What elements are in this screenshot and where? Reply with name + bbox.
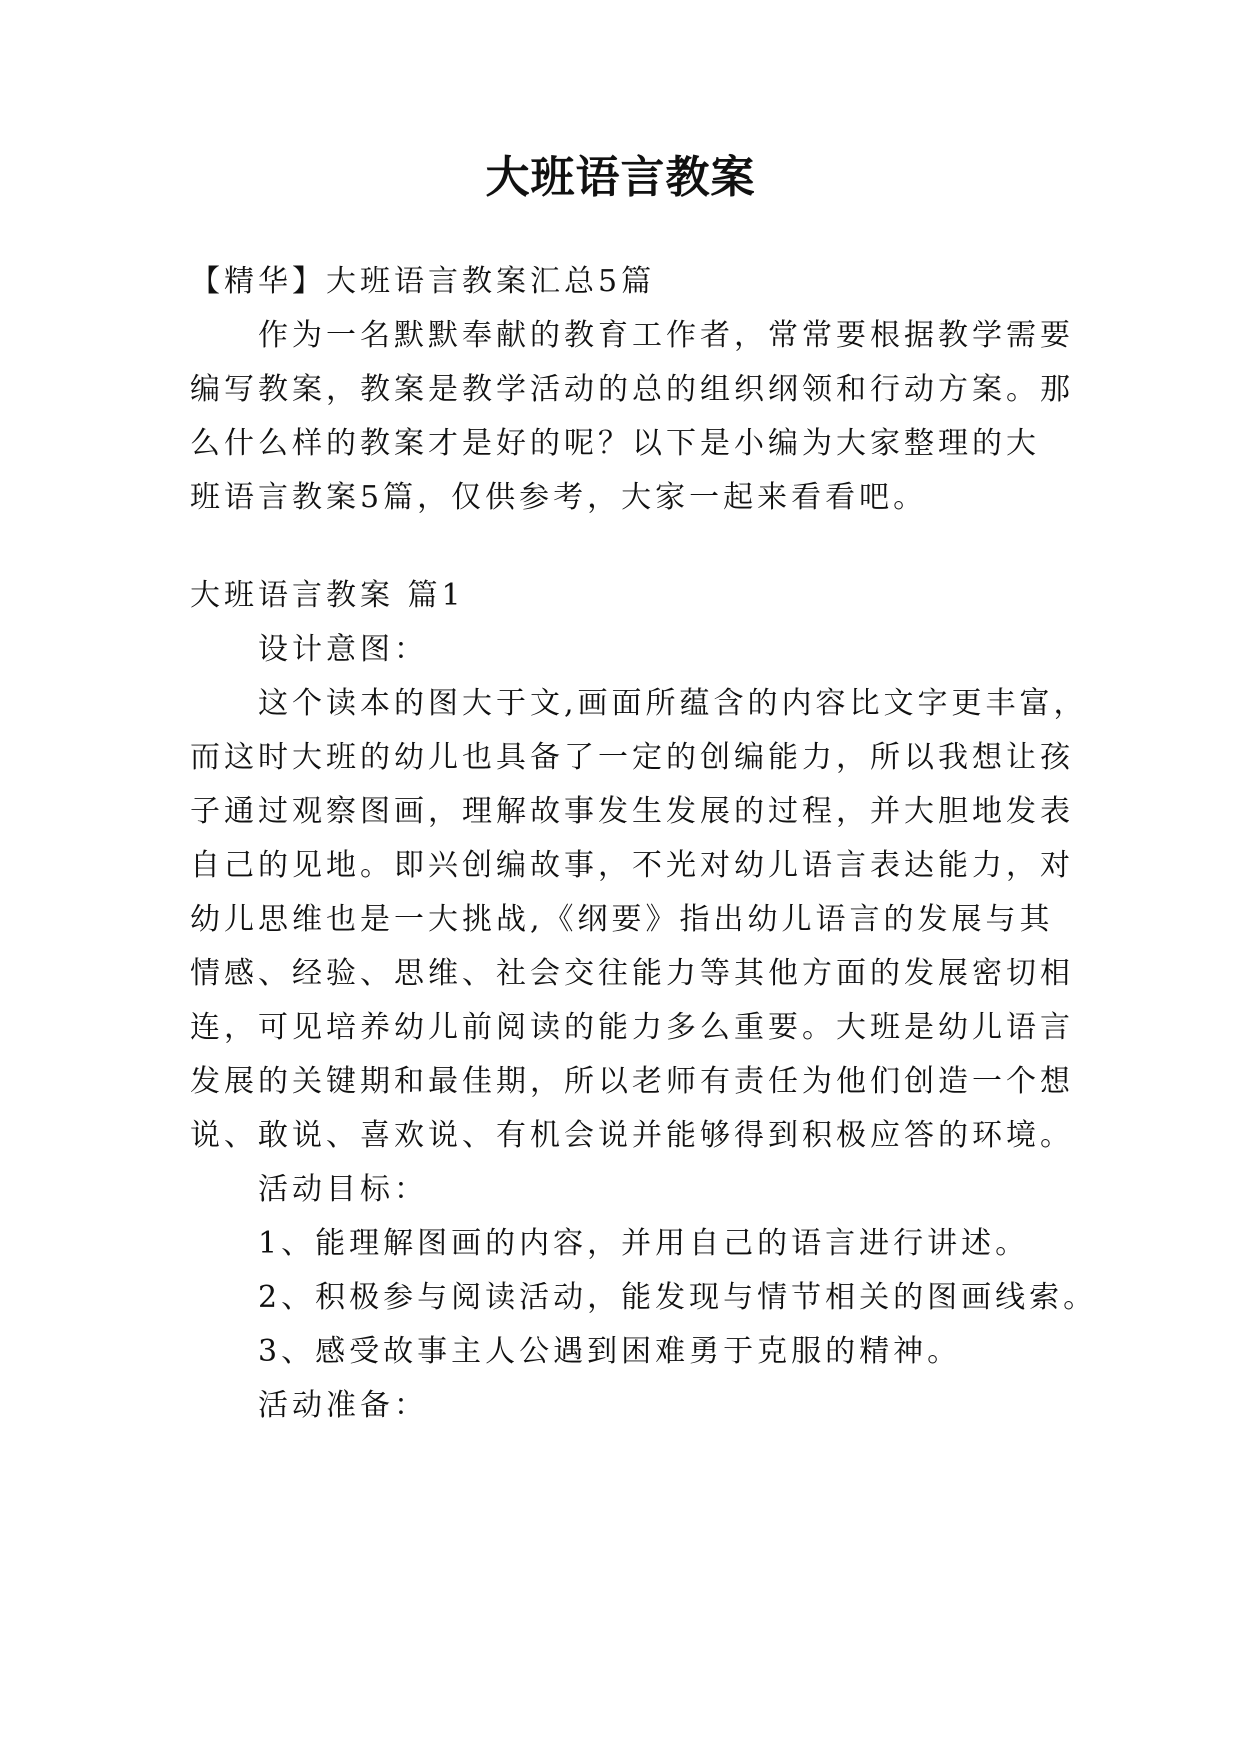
design-intent-line-4: 自己的见地。即兴创编故事，不光对幼儿语言表达能力，对 [190,848,1074,883]
goal-item-1: 1、能理解图画的内容，并用自己的语言进行讲述。 [258,1226,1030,1261]
goals-label: 活动目标： [258,1172,428,1207]
section-heading: 大班语言教案 篇1 [190,578,465,613]
document-title: 大班语言教案 [485,152,756,203]
design-intent-line-8: 发展的关键期和最佳期，所以老师有责任为他们创造一个想 [190,1064,1074,1099]
document-subtitle: 【精华】大班语言教案汇总5篇 [190,264,656,299]
design-intent-line-2: 而这时大班的幼儿也具备了一定的创编能力，所以我想让孩 [190,740,1074,775]
goal-item-2: 2、积极参与阅读活动，能发现与情节相关的图画线索。 [258,1280,1098,1315]
goal-item-3: 3、感受故事主人公遇到困难勇于克服的精神。 [258,1334,962,1369]
design-intent-line-6: 情感、经验、思维、社会交往能力等其他方面的发展密切相 [190,956,1074,991]
prep-label: 活动准备： [258,1388,428,1423]
intro-line-3: 么什么样的教案才是好的呢？以下是小编为大家整理的大 [190,426,1040,461]
design-intent-line-1: 这个读本的图大于文,画面所蕴含的内容比文字更丰富， [258,686,1088,721]
design-intent-line-9: 说、敢说、喜欢说、有机会说并能够得到积极应答的环境。 [190,1118,1074,1153]
intro-line-2: 编写教案，教案是教学活动的总的组织纲领和行动方案。那 [190,372,1074,407]
design-intent-line-7: 连，可见培养幼儿前阅读的能力多么重要。大班是幼儿语言 [190,1010,1074,1045]
design-intent-label: 设计意图： [258,632,428,667]
intro-line-1: 作为一名默默奉献的教育工作者，常常要根据教学需要 [258,318,1074,353]
design-intent-line-5: 幼儿思维也是一大挑战,《纲要》指出幼儿语言的发展与其 [190,902,1054,937]
intro-line-4: 班语言教案5篇，仅供参考，大家一起来看看吧。 [190,480,928,515]
design-intent-line-3: 子通过观察图画，理解故事发生发展的过程，并大胆地发表 [190,794,1074,829]
